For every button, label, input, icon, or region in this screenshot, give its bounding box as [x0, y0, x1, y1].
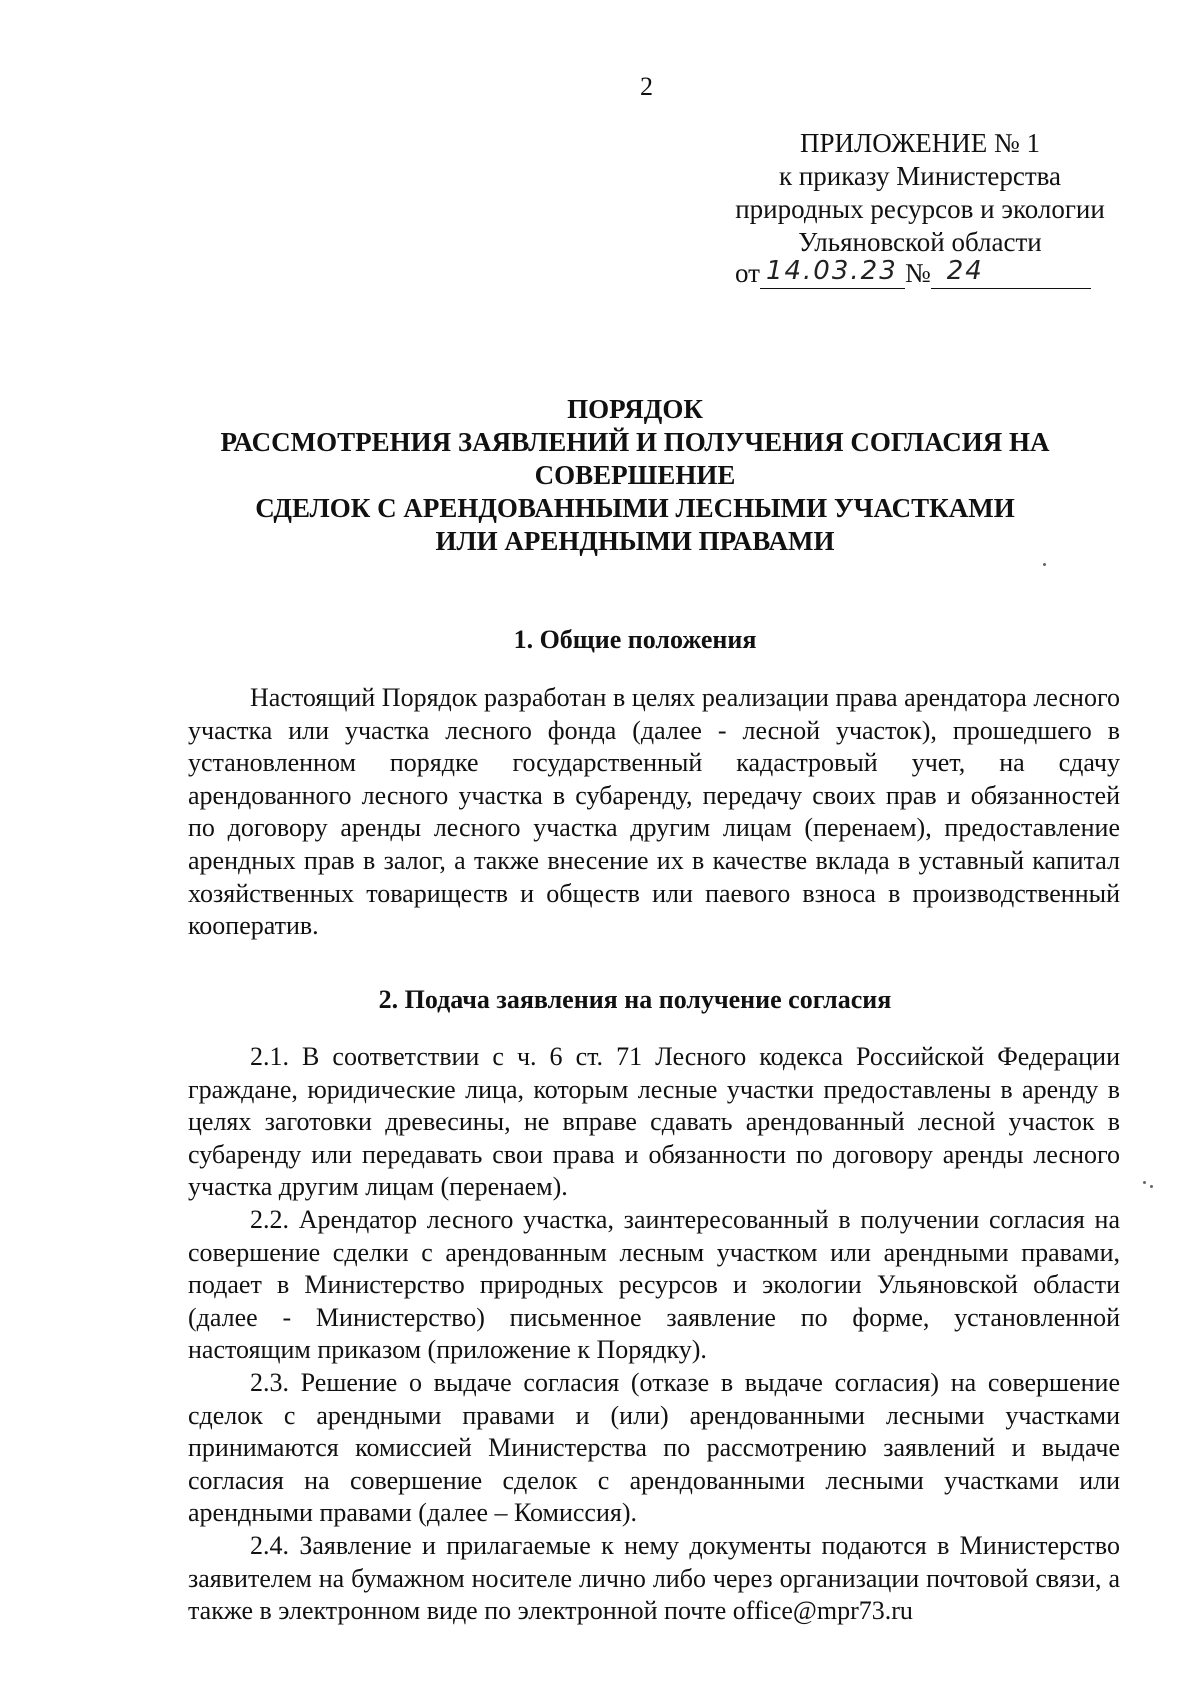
section-2-paragraph-2: 2.2. Арендатор лесного участка, заинтересованный в получении согласия на совершение сделки с арендованным лесным участком или арендными правами, подает в Министерство природных ресурсов и экологии Ульяновской области (далее - Министерство) письменное заявление по форме, установленной настоящим приказом (приложение к Порядку). [188, 1205, 1120, 1365]
title-line: СДЕЛОК С АРЕНДОВАННЫМИ ЛЕСНЫМИ УЧАСТКАМИ [255, 493, 1015, 523]
number-blank [931, 256, 1091, 289]
scan-speck [1043, 563, 1046, 566]
title-line: ИЛИ АРЕНДНЫМИ ПРАВАМИ [435, 526, 835, 556]
section-1-heading: 1. Общие положения [513, 625, 757, 654]
section-1-paragraph: Настоящий Порядок разработан в целях реализации права арендатора лесного участка или участка лесного фонда (далее - лесной участок), прошедшего в установленном порядке государственный кадастровый учет, на сдачу арендованного лесного участка в субаренду, передачу своих прав и обязанностей по договору аренды лесного участка другим лицам (перенаем), предоставление арендных прав в залог, а также внесение их в качестве вклада в уставный капитал хозяйственных товариществ и обществ или паевого взноса в производственный кооператив. [188, 683, 1120, 941]
page-number: 2 [640, 72, 653, 101]
title-line: ПОРЯДОК [567, 394, 703, 424]
section-2-heading: 2. Подача заявления на получение согласия [378, 985, 892, 1014]
appendix-line: природных ресурсов и экологии [735, 194, 1105, 224]
appendix-line: к приказу Министерства [778, 161, 1062, 191]
title-line: РАССМОТРЕНИЯ ЗАЯВЛЕНИЙ И ПОЛУЧЕНИЯ СОГЛАСИЯ НА [220, 427, 1050, 457]
section-2-paragraph-4: 2.4. Заявление и прилагаемые к нему документы подаются в Министерство заявителем на бумажном носителе лично либо через организации почтовой связи, а также в электронном виде по электронной почте office@mpr73.ru [188, 1531, 1120, 1626]
order-date-number-line [735, 258, 1091, 289]
section-2-paragraph-3: 2.3. Решение о выдаче согласия (отказе в выдаче согласия) на совершение сделок с арендными правами и (или) арендованными лесными участками принимаются комиссией Министерства по рассмотрению заявлений и выдаче согласия на совершение сделок с арендованными лесными участками или арендными правами (далее – Комиссия). [188, 1368, 1120, 1528]
appendix-title: ПРИЛОЖЕНИЕ № 1 [799, 128, 1041, 158]
document-title [150, 393, 1120, 558]
handwritten-date: 14.03.23 [765, 256, 898, 286]
scan-speck [1143, 1181, 1146, 1184]
appendix-header [690, 127, 1150, 259]
scan-speck [1150, 1185, 1153, 1188]
appendix-line: Ульяновской области [798, 227, 1042, 257]
handwritten-number: 24 [946, 256, 984, 286]
date-blank [760, 256, 905, 289]
date-prefix: от [735, 258, 760, 288]
number-prefix: № [904, 258, 931, 288]
title-line: СОВЕРШЕНИЕ [534, 460, 736, 490]
section-2-paragraph-1: 2.1. В соответствии с ч. 6 ст. 71 Лесного кодекса Российской Федерации граждане, юридические лица, которым лесные участки предоставлены в аренду в целях заготовки древесины, не вправе сдавать арендованный лесной участок в субаренду или передавать свои права и обязанности по договору аренды лесного участка другим лицам (перенаем). [188, 1042, 1120, 1202]
